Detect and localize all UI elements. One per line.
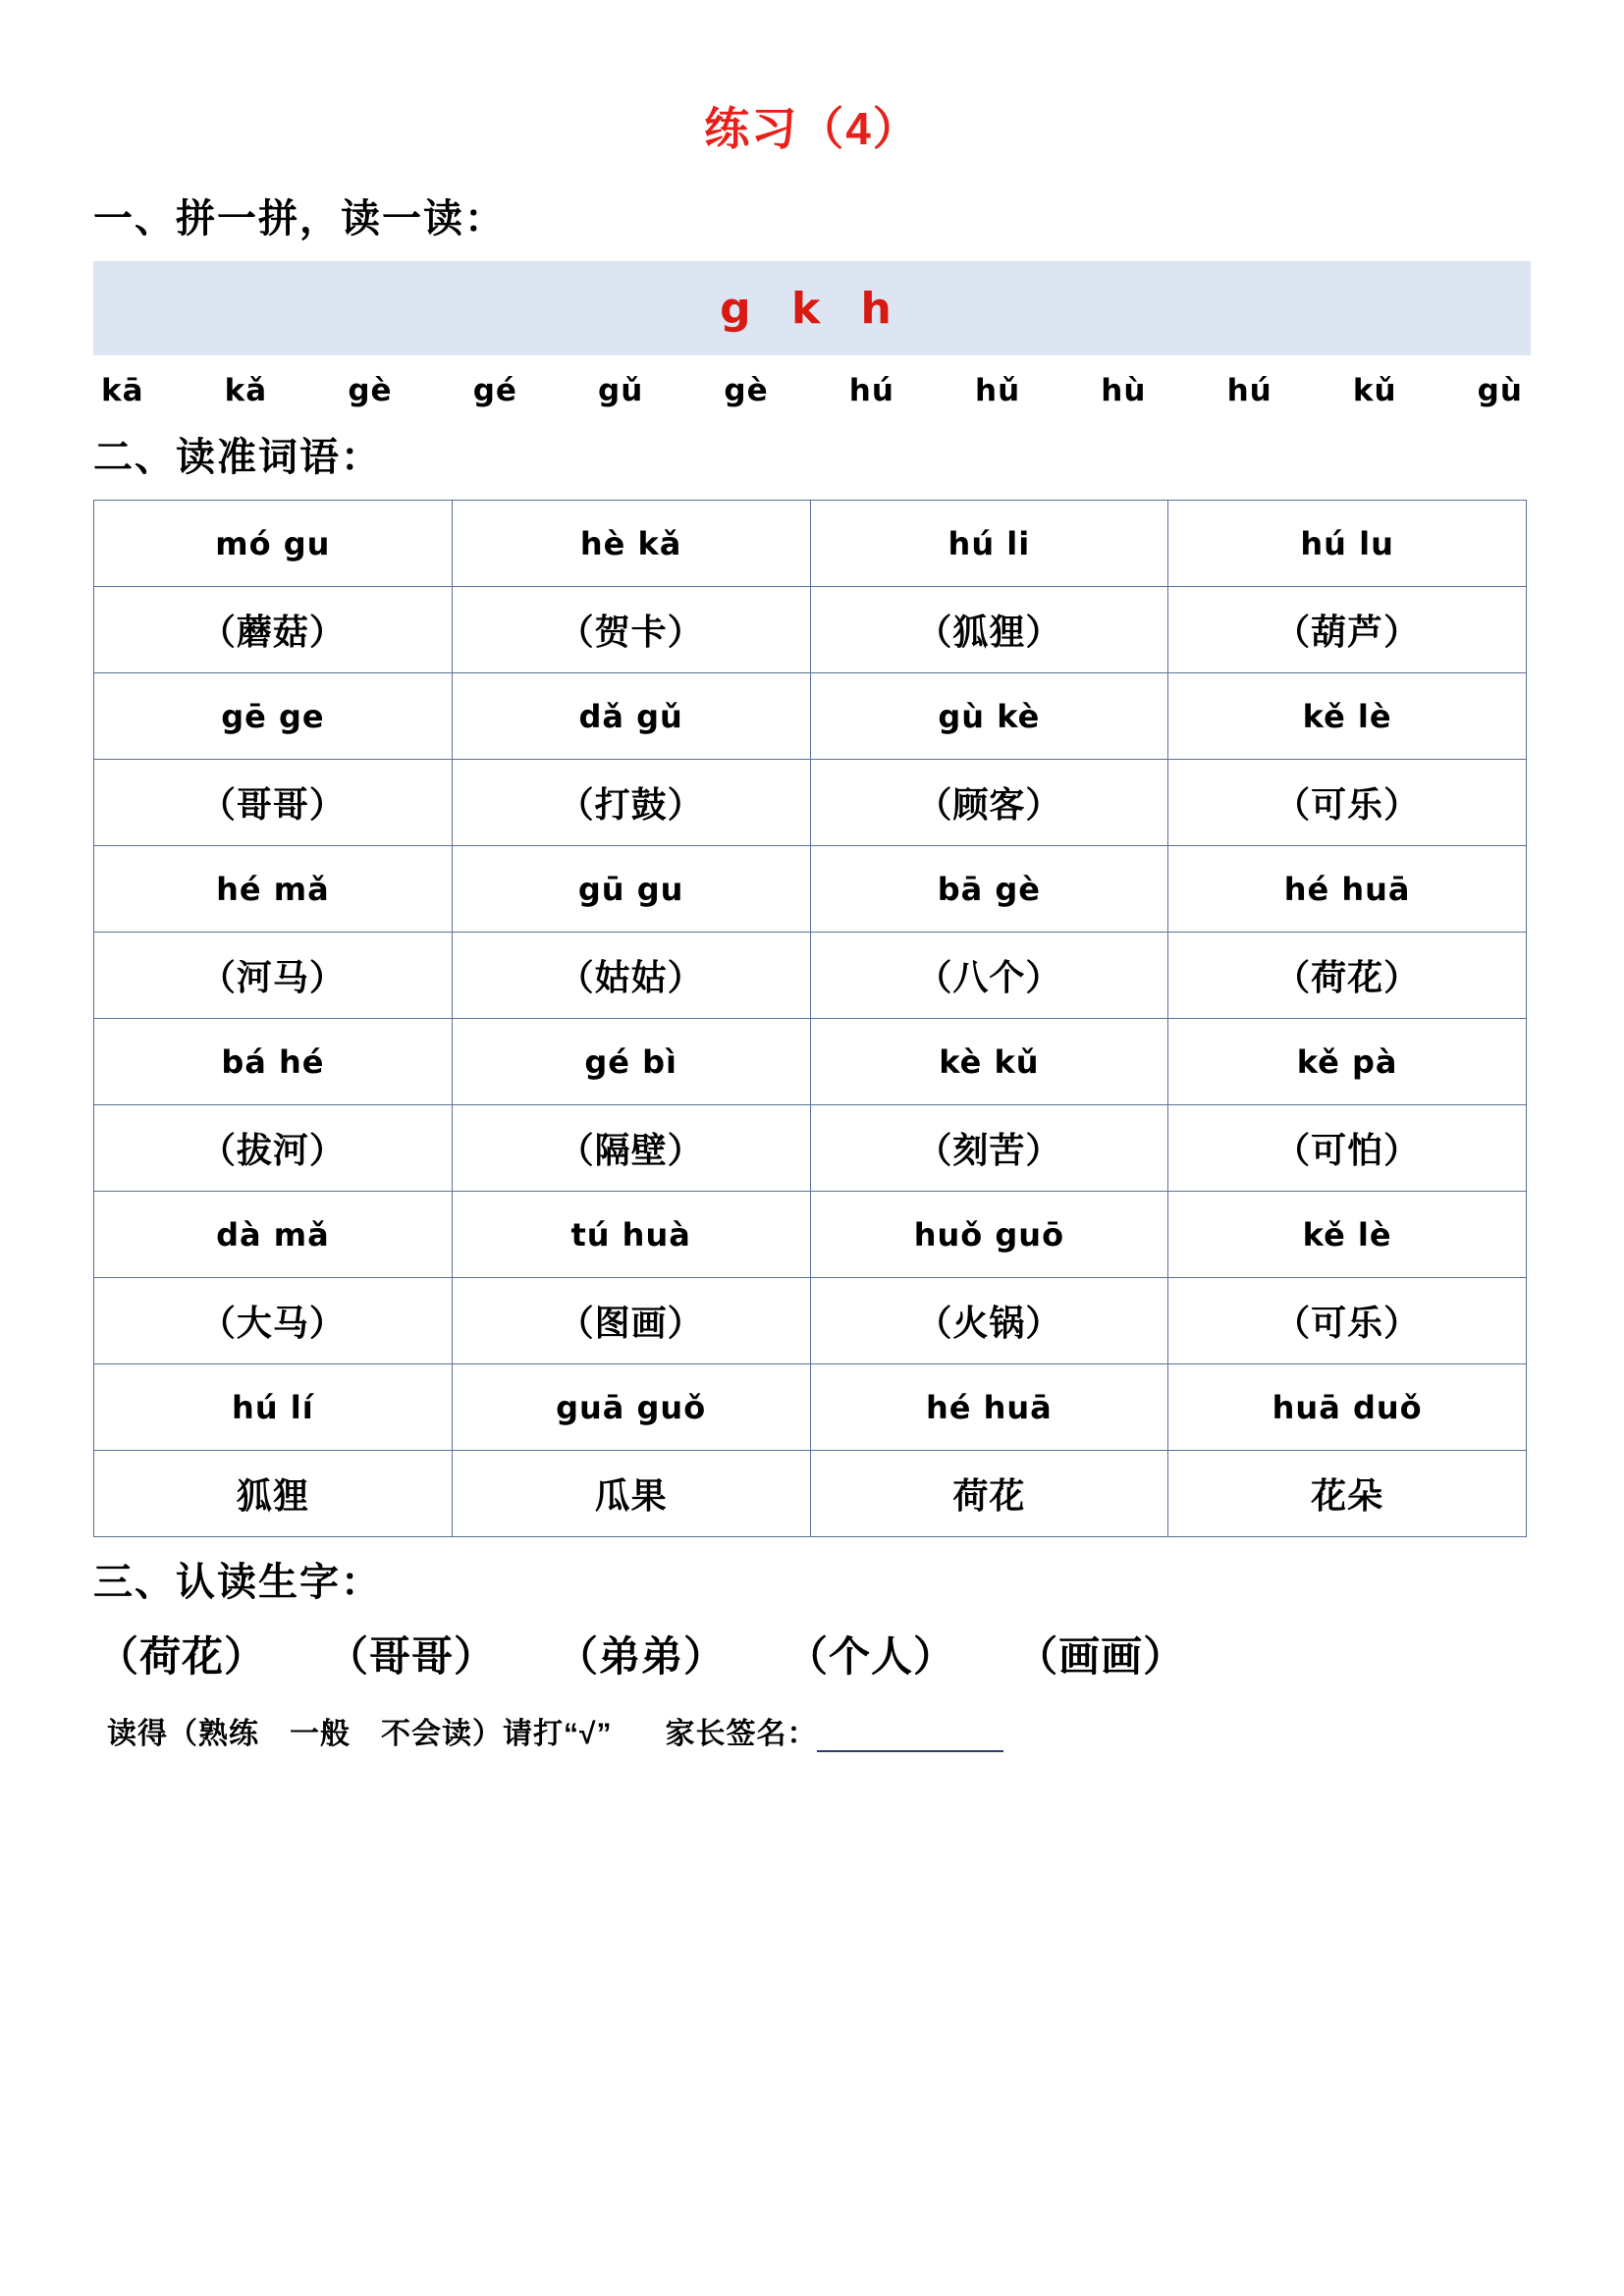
signature-blank[interactable] <box>817 1723 1003 1752</box>
table-cell: gū gu <box>452 846 810 933</box>
table-row <box>94 760 1527 846</box>
syllable-item: hú <box>848 373 894 408</box>
table-row <box>94 1105 1527 1192</box>
signature-field[interactable] <box>665 1709 1003 1752</box>
new-character-item: （哥哥） <box>327 1633 497 1680</box>
table-cell: hú li <box>810 501 1168 587</box>
new-character-item: （荷花） <box>97 1633 267 1680</box>
table-cell: hè kǎ <box>452 501 810 587</box>
table-row <box>94 501 1527 587</box>
table-cell: hú lí <box>94 1364 453 1451</box>
table-row <box>94 1019 1527 1105</box>
table-row <box>94 673 1527 760</box>
table-cell: dǎ gǔ <box>452 673 810 760</box>
table-cell: 花朵 <box>1168 1451 1527 1537</box>
table-cell: （隔壁） <box>452 1105 810 1192</box>
table-row <box>94 1451 1527 1537</box>
table-cell: gé bì <box>452 1019 810 1105</box>
table-cell: 瓜果 <box>452 1451 810 1537</box>
table-cell: kě lè <box>1168 673 1527 760</box>
table-cell: （狐狸） <box>810 587 1168 673</box>
table-cell: hú lu <box>1168 501 1527 587</box>
table-cell: mó gu <box>94 501 453 587</box>
table-cell: （刻苦） <box>810 1105 1168 1192</box>
syllable-item: kǎ <box>224 373 268 408</box>
syllable-item: gé <box>472 373 517 408</box>
table-cell: （葫芦） <box>1168 587 1527 673</box>
table-cell: kě pà <box>1168 1019 1527 1105</box>
syllable-item: gè <box>348 373 393 408</box>
table-cell: （可乐） <box>1168 1278 1527 1364</box>
syllable-item: gǔ <box>598 373 644 408</box>
new-character-item: （弟弟） <box>557 1633 727 1680</box>
table-cell: （图画） <box>452 1278 810 1364</box>
table-cell: gù kè <box>810 673 1168 760</box>
table-cell: （河马） <box>94 933 453 1019</box>
new-character-item: （个人） <box>786 1633 956 1680</box>
table-cell: huā duǒ <box>1168 1364 1527 1451</box>
signature-label: 家长签名： <box>665 1718 818 1750</box>
table-cell: huǒ guō <box>810 1192 1168 1278</box>
syllable-item: kǔ <box>1352 373 1397 408</box>
new-character-item: （画画） <box>1016 1633 1186 1680</box>
table-cell: （火锅） <box>810 1278 1168 1364</box>
table-cell: （荷花） <box>1168 933 1527 1019</box>
syllable-item: kā <box>101 373 144 408</box>
table-cell: hé huā <box>1168 846 1527 933</box>
section-heading-3: 三、认读生字： <box>93 1561 382 1604</box>
section-heading-2: 二、读准词语： <box>93 436 382 479</box>
table-cell: hé huā <box>810 1364 1168 1451</box>
syllable-item: gù <box>1477 373 1523 408</box>
syllable-item: gè <box>724 373 769 408</box>
table-cell: （打鼓） <box>452 760 810 846</box>
table-cell: tú huà <box>452 1192 810 1278</box>
table-row <box>94 587 1527 673</box>
syllable-item: hù <box>1101 373 1147 408</box>
table-cell: （顾客） <box>810 760 1168 846</box>
table-cell: bā gè <box>810 846 1168 933</box>
pinyin-banner <box>93 261 1531 355</box>
table-row <box>94 846 1527 933</box>
table-cell: （可怕） <box>1168 1105 1527 1192</box>
table-cell: （蘑菇） <box>94 587 453 673</box>
table-row <box>94 933 1527 1019</box>
table-cell: （哥哥） <box>94 760 453 846</box>
evaluation-text: 读得（熟练 一般 不会读）请打“√” <box>107 1718 613 1750</box>
word-table <box>93 500 1527 1537</box>
table-cell: （姑姑） <box>452 933 810 1019</box>
pinyin-banner-text: g k h <box>720 283 904 334</box>
table-cell: gē ge <box>94 673 453 760</box>
footer-row <box>107 1709 1531 1752</box>
table-cell: kě lè <box>1168 1192 1527 1278</box>
table-cell: （拔河） <box>94 1105 453 1192</box>
table-cell: dà mǎ <box>94 1192 453 1278</box>
table-cell: 荷花 <box>810 1451 1168 1537</box>
syllable-row <box>93 365 1531 412</box>
table-cell: hé mǎ <box>94 846 453 933</box>
table-row <box>94 1364 1527 1451</box>
table-cell: guā guǒ <box>452 1364 810 1451</box>
table-cell: bá hé <box>94 1019 453 1105</box>
table-cell: （八个） <box>810 933 1168 1019</box>
new-characters-row <box>97 1625 1531 1683</box>
section-heading-1: 一、拼一拼，读一读： <box>93 197 506 240</box>
table-cell: （大马） <box>94 1278 453 1364</box>
table-row <box>94 1192 1527 1278</box>
table-cell: （可乐） <box>1168 760 1527 846</box>
syllable-item: hǔ <box>975 373 1021 408</box>
table-cell: （贺卡） <box>452 587 810 673</box>
table-cell: 狐狸 <box>94 1451 453 1537</box>
table-cell: kè kǔ <box>810 1019 1168 1105</box>
table-row <box>94 1278 1527 1364</box>
syllable-item: hú <box>1226 373 1272 408</box>
page-title: 练习（4） <box>704 103 920 154</box>
